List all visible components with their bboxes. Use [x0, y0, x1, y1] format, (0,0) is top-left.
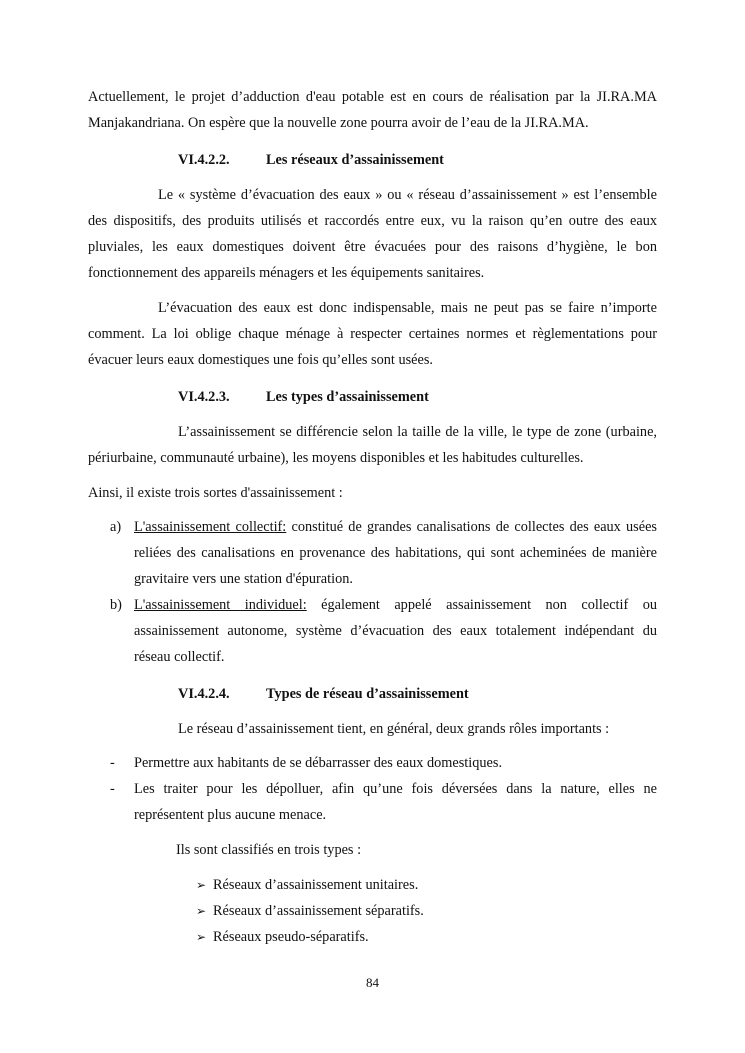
section-heading-reseaux — [88, 147, 657, 173]
document-page — [88, 84, 657, 950]
page-number: 84 — [366, 975, 379, 990]
assainissement-list — [88, 514, 657, 670]
list-item — [88, 592, 657, 670]
paragraph-evacuation-indispensable: L’évacuation des eaux est donc indispensable, mais ne peut pas se faire n’importe comment. La loi oblige chaque ménage à respecter certaines normes et règlementations pour évacuer leurs eaux domestiques une fois qu’elles sont usées. — [88, 300, 657, 368]
section-title: Les réseaux d’assainissement — [266, 152, 444, 168]
types-list — [88, 872, 657, 950]
section-heading-types-assainissement — [88, 384, 657, 410]
list-text: Permettre aux habitants de se débarrasser des eaux domestiques. — [134, 755, 503, 771]
paragraph-trois-sortes: Ainsi, il existe trois sortes d'assainissement : — [88, 485, 343, 501]
list-text: constitué de grandes canalisations de collectes des eaux usées reliées des canalisations en provenance des habitations, qui sont acheminées de manière gravitaire vers une station d'épuration. — [134, 519, 657, 587]
section-number: VI.4.2.3. — [178, 389, 230, 405]
roles-list — [88, 750, 657, 828]
section-number: VI.4.2.2. — [178, 152, 230, 168]
list-term: L'assainissement collectif: — [134, 519, 287, 535]
paragraph-differenciation: L’assainissement se différencie selon la taille de la ville, le type de zone (urbaine, périurbaine, communauté urbaine), les moyens disponibles et les habitudes culturelles. — [88, 424, 657, 466]
arrow-bullet-icon: ➢ — [196, 930, 207, 944]
dash-marker: - — [110, 781, 115, 797]
types-intro: Ils sont classifiés en trois types : — [176, 842, 362, 858]
list-item — [88, 750, 657, 776]
arrow-bullet-icon: ➢ — [196, 878, 207, 892]
section-number: VI.4.2.4. — [178, 686, 230, 702]
list-item — [88, 872, 657, 898]
arrow-bullet-icon: ➢ — [196, 904, 207, 918]
list-marker: b) — [110, 597, 122, 613]
list-text: Réseaux d’assainissement séparatifs. — [213, 903, 424, 919]
list-text: Les traiter pour les dépolluer, afin qu’une fois déversées dans la nature, elles ne représentent plus aucune menace. — [134, 781, 657, 823]
section-heading-types-reseau — [88, 681, 657, 707]
list-text: Réseaux d’assainissement unitaires. — [213, 877, 419, 893]
paragraph-systeme-evacuation: Le « système d’évacuation des eaux » ou « réseau d’assainissement » est l’ensemble des dispositifs, des produits utilisés et raccordés entre eux, vu la raison qu’en outre des eaux pluviales, les eaux domestiques doivent être évacuées pour des raisons d’hygiène, le bon fonctionnement des appareils ménagers et les équipements sanitaires. — [88, 187, 657, 281]
list-item — [88, 514, 657, 592]
list-text: également appelé assainissement non collectif ou assainissement autonome, système d’évacuation des eaux totalement indépendant du réseau collectif. — [134, 597, 657, 665]
paragraph-deux-roles: Le réseau d’assainissement tient, en général, deux grands rôles importants : — [178, 721, 610, 737]
section-title: Les types d’assainissement — [266, 389, 429, 405]
list-text: Réseaux pseudo-séparatifs. — [213, 929, 369, 945]
section-title: Types de réseau d’assainissement — [266, 686, 469, 702]
intro-paragraph: Actuellement, le projet d’adduction d'eau potable est en cours de réalisation par la JI.RA.MA Manjakandriana. On espère que la nouvelle zone pourra avoir de l’eau de la JI.RA.MA. — [88, 89, 657, 131]
list-item — [88, 924, 657, 950]
list-item — [88, 898, 657, 924]
list-item — [88, 776, 657, 828]
list-term: L'assainissement individuel: — [134, 597, 307, 613]
list-marker: a) — [110, 519, 122, 535]
dash-marker: - — [110, 755, 115, 771]
